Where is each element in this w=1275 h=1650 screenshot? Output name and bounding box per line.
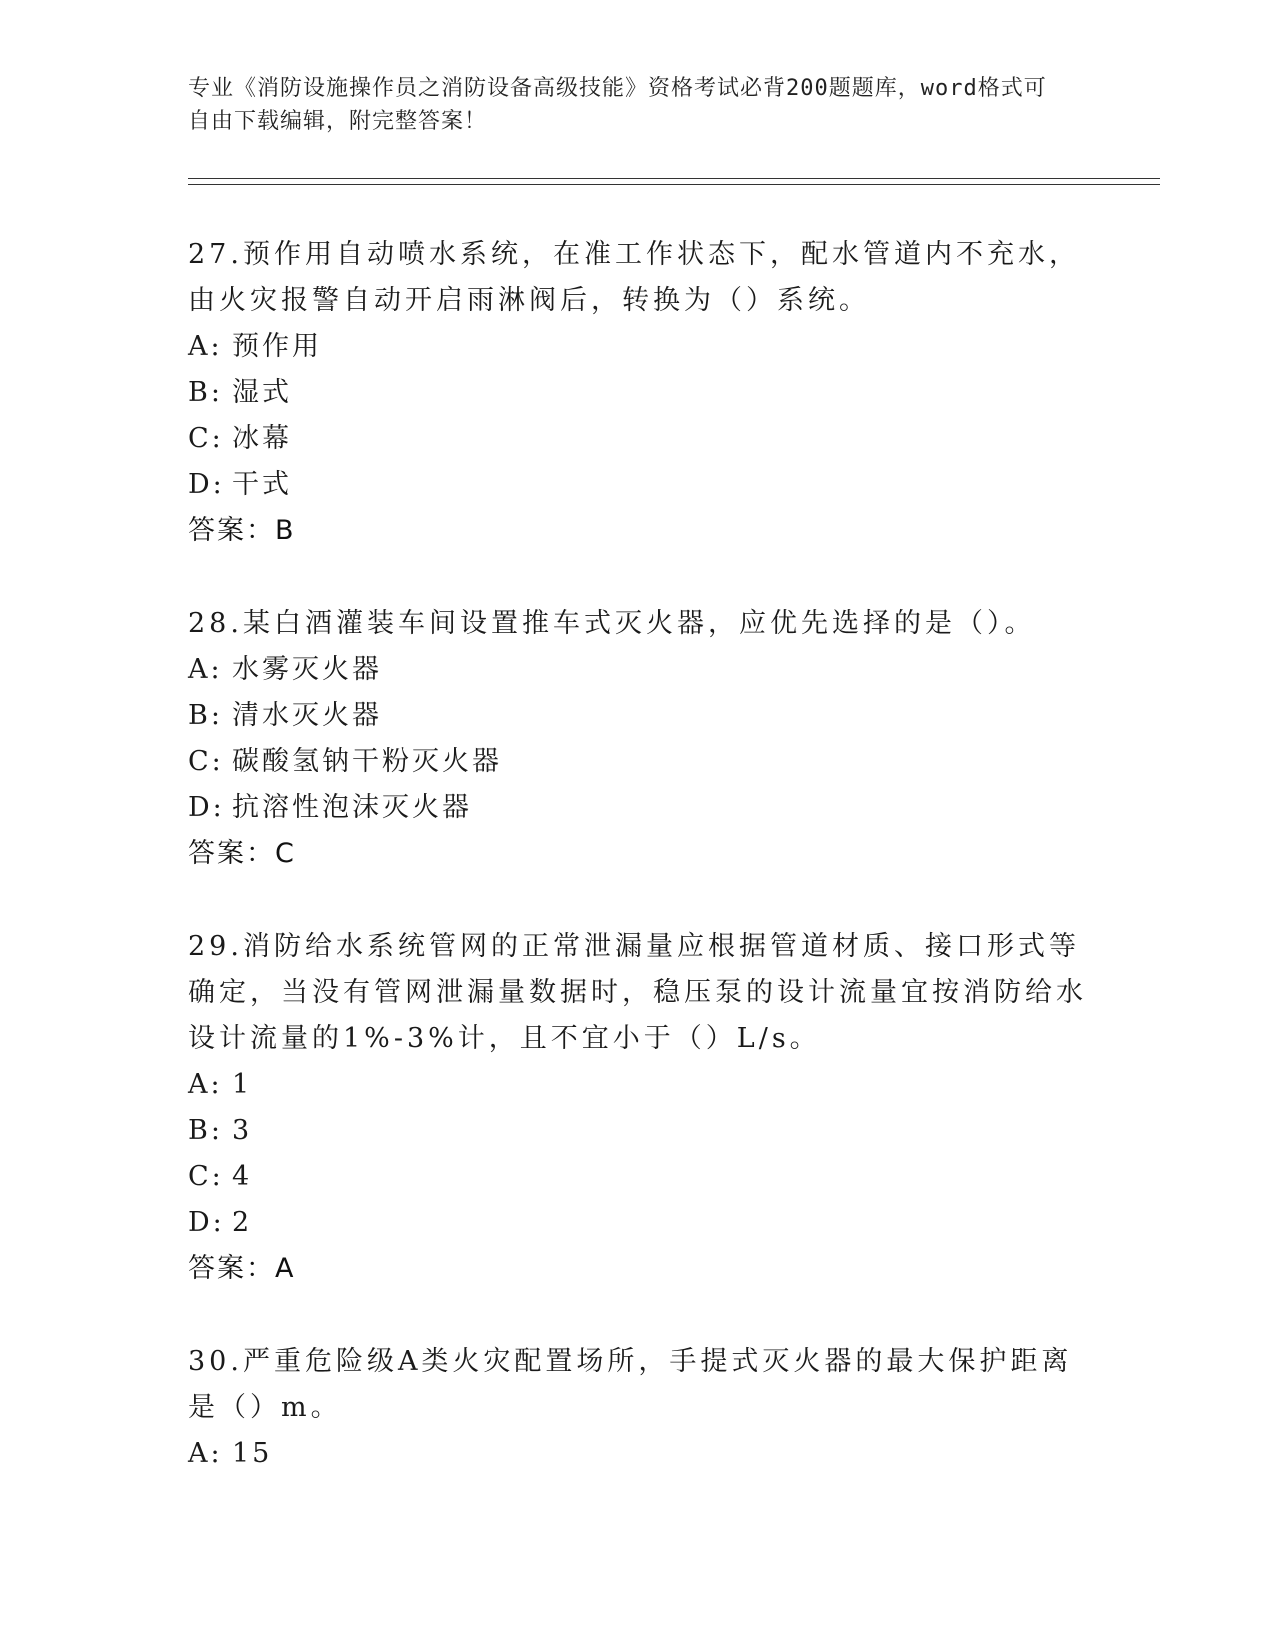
option-c (188, 416, 1088, 462)
option-text: 湿式 (232, 377, 292, 408)
option-letter: C: (188, 746, 224, 777)
option-text: 2 (232, 1207, 253, 1238)
option-d (188, 1200, 1088, 1246)
option-a (188, 1062, 1088, 1108)
question-text: 30.严重危险级A类火灾配置场所，手提式灭火器的最大保护距离是（）m。 (188, 1346, 1073, 1423)
option-letter: A: (188, 1069, 223, 1100)
option-text: 抗溶性泡沫灭火器 (232, 792, 472, 823)
option-text: 预作用 (232, 331, 322, 362)
question-text: 28.某白酒灌装车间设置推车式灭火器，应优先选择的是（）。 (188, 608, 1036, 639)
header-divider-bottom (188, 184, 1160, 185)
question-text: 27.预作用自动喷水系统，在准工作状态下，配水管道内不充水，由火灾报警自动开启雨淋阀后，转换为（）系统。 (188, 239, 1080, 316)
question-29 (188, 924, 1088, 1292)
option-a (188, 1431, 1088, 1477)
option-text: 干式 (232, 469, 292, 500)
answer: 答案：A (188, 1253, 296, 1284)
option-d (188, 462, 1088, 508)
option-text: 15 (232, 1438, 273, 1469)
option-b (188, 1108, 1088, 1154)
option-letter: D: (188, 469, 225, 500)
option-b (188, 693, 1088, 739)
option-text: 3 (232, 1115, 253, 1146)
question-text: 29.消防给水系统管网的正常泄漏量应根据管道材质、接口形式等确定，当没有管网泄漏量数据时，稳压泵的设计流量宜按消防给水设计流量的1%-3%计，且不宜小于（）L/s。 (188, 931, 1087, 1054)
option-letter: B: (188, 1115, 223, 1146)
answer: 答案：C (188, 838, 296, 869)
option-c (188, 1154, 1088, 1200)
option-letter: D: (188, 792, 225, 823)
answer: 答案：B (188, 515, 296, 546)
option-letter: B: (188, 377, 223, 408)
option-b (188, 370, 1088, 416)
option-text: 1 (232, 1069, 253, 1100)
option-letter: A: (188, 654, 223, 685)
option-letter: D: (188, 1207, 225, 1238)
option-letter: A: (188, 331, 223, 362)
option-a (188, 647, 1088, 693)
option-text: 清水灭火器 (232, 700, 382, 731)
option-a (188, 324, 1088, 370)
option-letter: A: (188, 1438, 223, 1469)
option-text: 水雾灭火器 (232, 654, 382, 685)
option-text: 碳酸氢钠干粉灭火器 (232, 746, 502, 777)
question-30 (188, 1339, 1088, 1477)
question-list (188, 232, 1088, 1524)
option-letter: C: (188, 423, 224, 454)
option-letter: C: (188, 1161, 224, 1192)
question-27 (188, 232, 1088, 554)
option-text: 4 (232, 1161, 253, 1192)
option-text: 冰幕 (232, 423, 292, 454)
document-header: 专业《消防设施操作员之消防设备高级技能》资格考试必背200题题库，word格式可自由下载编辑，附完整答案！ (188, 76, 1047, 134)
header-divider-top (188, 178, 1160, 179)
option-letter: B: (188, 700, 223, 731)
question-28 (188, 601, 1088, 877)
option-d (188, 785, 1088, 831)
option-c (188, 739, 1088, 785)
